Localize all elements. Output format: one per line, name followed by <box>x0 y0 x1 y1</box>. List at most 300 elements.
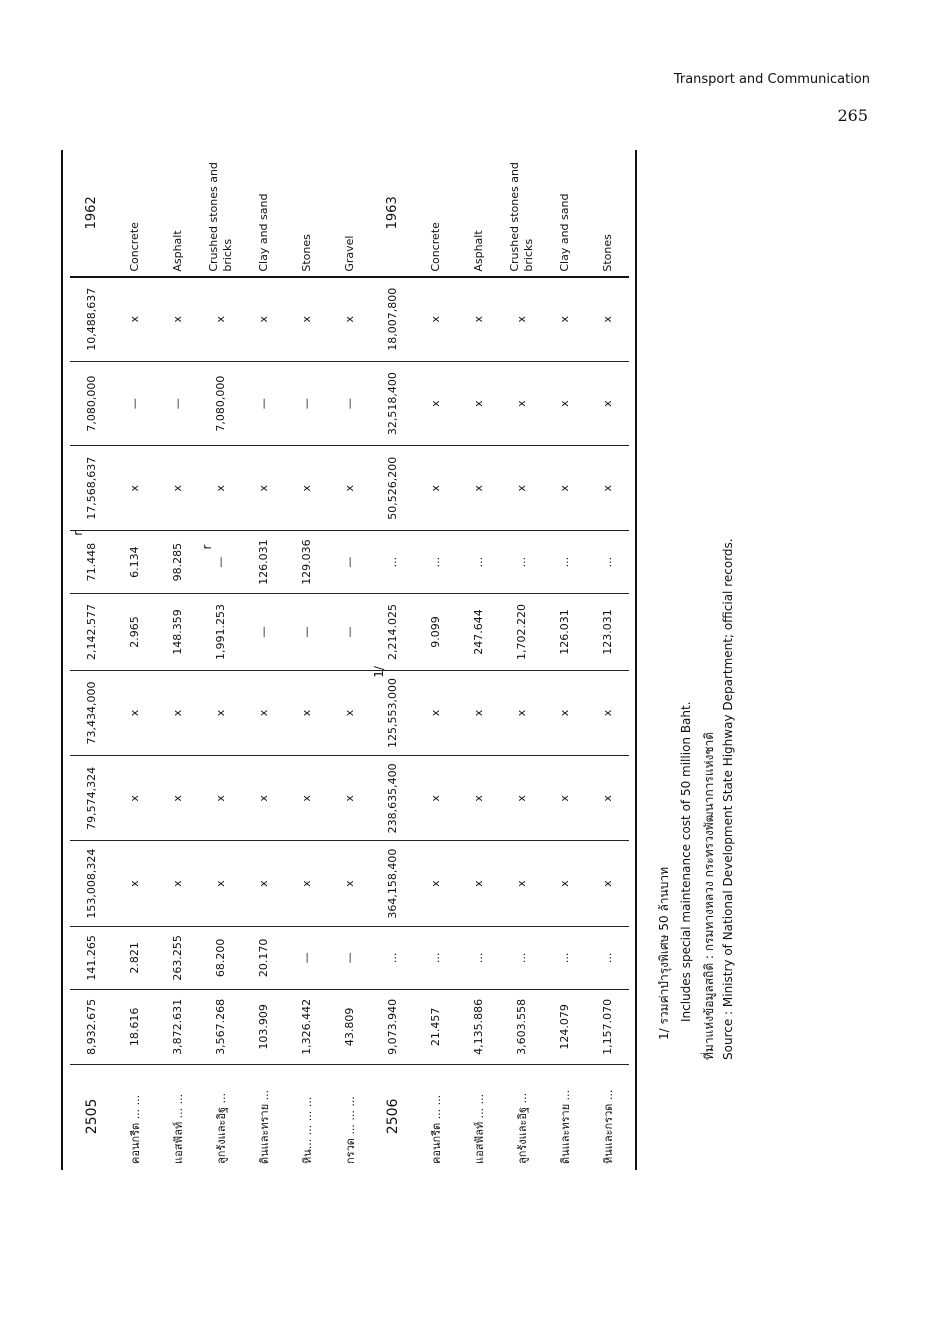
cell-value: 1,991.253 <box>214 604 227 660</box>
value-cell <box>328 361 371 446</box>
value-cell <box>285 594 328 671</box>
cell-value: 124.079 <box>558 1004 571 1050</box>
cell-value: x <box>558 485 571 492</box>
value-cell <box>543 446 586 531</box>
value-cell <box>371 594 414 671</box>
value-cell <box>371 926 414 989</box>
cell-value: ... <box>472 556 485 568</box>
cell-value: — <box>171 398 184 410</box>
cell-value: 1,157.070 <box>601 998 614 1055</box>
value-cell <box>242 531 285 594</box>
running-header: Transport and Communication <box>673 72 870 87</box>
value-cell <box>457 989 500 1064</box>
value-cell <box>543 361 586 446</box>
value-cell <box>500 841 543 926</box>
table-row <box>371 150 414 1170</box>
cell-value: x <box>257 485 270 492</box>
value-cell <box>199 361 242 446</box>
cell-value: 1,702.220 <box>515 604 528 660</box>
footnote-marker: 1/ <box>372 666 386 678</box>
value-cell <box>285 277 328 362</box>
cell-value: x <box>300 709 313 717</box>
row-label-thai: 2506 <box>384 1098 401 1135</box>
road-statistics-table <box>70 150 629 1170</box>
thai-label-cell <box>70 1064 113 1170</box>
cell-value: 123.031 <box>601 609 614 655</box>
value-cell <box>457 670 500 755</box>
value-cell <box>543 926 586 989</box>
cell-value: x <box>343 709 356 717</box>
cell-value: ... <box>386 952 399 964</box>
value-cell <box>328 594 371 671</box>
cell-value: x <box>128 709 141 717</box>
value-cell <box>328 670 371 755</box>
value-cell <box>113 670 156 755</box>
cell-value: x <box>343 315 356 323</box>
value-cell <box>457 594 500 671</box>
cell-value: x <box>343 485 356 492</box>
english-label-cell <box>543 150 586 277</box>
value-cell <box>285 670 328 755</box>
table-row <box>242 150 285 1170</box>
cell-value: 2,142.577 <box>85 604 98 660</box>
cell-value: 20.170 <box>257 938 270 978</box>
value-cell <box>414 989 457 1064</box>
row-label-english: Clay and sand <box>256 193 270 272</box>
cell-value: x <box>472 709 485 717</box>
thai-label-cell <box>113 1064 156 1170</box>
cell-value: x <box>601 709 614 717</box>
value-cell <box>285 926 328 989</box>
value-cell <box>113 277 156 362</box>
cell-value: 3,567.268 <box>214 998 227 1055</box>
value-cell <box>371 277 414 362</box>
cell-value: x <box>429 315 442 323</box>
cell-value: x <box>429 795 442 802</box>
value-cell <box>156 670 199 755</box>
value-cell <box>414 446 457 531</box>
value-cell <box>586 756 629 841</box>
cell-value: — <box>300 398 313 410</box>
cell-value: — <box>214 556 227 568</box>
row-label-thai: 2505 <box>83 1098 100 1135</box>
value-cell <box>70 594 113 671</box>
value-cell <box>543 670 586 755</box>
cell-value: x <box>300 795 313 802</box>
page-number: 265 <box>837 106 868 125</box>
value-cell <box>371 361 414 446</box>
value-cell <box>543 277 586 362</box>
cell-value: x <box>515 795 528 802</box>
cell-value: x <box>128 795 141 802</box>
cell-value: x <box>429 400 442 407</box>
value-cell <box>113 446 156 531</box>
cell-value: x <box>515 315 528 323</box>
value-cell <box>328 841 371 926</box>
table-row <box>285 150 328 1170</box>
cell-value: x <box>257 880 270 887</box>
cell-value: x <box>171 709 184 717</box>
value-cell <box>285 446 328 531</box>
value-cell <box>500 361 543 446</box>
thai-label-cell <box>371 1064 414 1170</box>
cell-value: 2.965 <box>128 616 141 648</box>
row-label-english: Stones <box>600 234 614 272</box>
value-cell <box>70 841 113 926</box>
cell-value: 79,574,324 <box>85 766 98 830</box>
cell-value: x <box>558 400 571 407</box>
value-cell <box>457 756 500 841</box>
value-cell <box>543 989 586 1064</box>
english-label-cell <box>371 150 414 277</box>
row-label-english: Gravel <box>342 235 356 272</box>
cell-value: 43.809 <box>343 1007 356 1047</box>
cell-value: x <box>558 315 571 323</box>
cell-value: x <box>257 315 270 323</box>
value-cell <box>113 756 156 841</box>
cell-value: ... <box>515 556 528 568</box>
row-label-english: Crushed stones and bricks <box>206 162 234 272</box>
cell-value: — <box>343 626 356 638</box>
cell-value: 263.255 <box>171 935 184 981</box>
row-label-thai: ลูกรังและอิฐ ... <box>515 1092 529 1164</box>
cell-value: 103.909 <box>257 1004 270 1050</box>
footnote-english: Includes special maintenance cost of 50 million Baht. <box>679 701 693 1022</box>
value-cell <box>242 841 285 926</box>
table-row <box>199 150 242 1170</box>
value-cell <box>543 531 586 594</box>
cell-value: — <box>257 626 270 638</box>
value-cell <box>156 926 199 989</box>
value-cell <box>113 361 156 446</box>
cell-value: x <box>472 485 485 492</box>
cell-value: 18,007,800 <box>386 287 399 351</box>
value-cell <box>500 277 543 362</box>
value-cell <box>500 670 543 755</box>
cell-value: 7,080,000 <box>214 375 227 432</box>
thai-label-cell <box>242 1064 285 1170</box>
english-label-cell <box>113 150 156 277</box>
cell-value: — <box>300 626 313 638</box>
value-cell <box>242 756 285 841</box>
cell-value: 9,073.940 <box>386 998 399 1055</box>
english-label-cell <box>156 150 199 277</box>
table-wrapper <box>70 150 629 1170</box>
row-label-thai: คอนกรีต ... ... <box>429 1094 443 1164</box>
value-cell <box>199 277 242 362</box>
value-cell <box>500 989 543 1064</box>
value-cell <box>70 989 113 1064</box>
cell-value: x <box>214 485 227 492</box>
value-cell <box>70 277 113 362</box>
row-label-thai: ดินและทราย ... <box>257 1089 271 1164</box>
english-label-cell <box>414 150 457 277</box>
value-cell <box>156 594 199 671</box>
value-cell <box>414 841 457 926</box>
value-cell <box>113 841 156 926</box>
source-thai: ที่มาแห่งข้อมูลสถิติ : กรมทางหลวง กระทรวงพัฒนาการแห่งชาติ <box>702 731 716 1060</box>
value-cell <box>500 926 543 989</box>
value-cell <box>371 989 414 1064</box>
cell-value: 2.821 <box>128 942 141 974</box>
cell-value: x <box>472 795 485 802</box>
cell-value: ... <box>601 556 614 568</box>
value-cell <box>242 594 285 671</box>
thai-label-cell <box>328 1064 371 1170</box>
value-cell <box>586 926 629 989</box>
value-cell <box>328 446 371 531</box>
value-cell <box>328 531 371 594</box>
cell-value: 7,080,000 <box>85 375 98 432</box>
cell-value: 141.265 <box>85 935 98 981</box>
value-cell <box>285 989 328 1064</box>
cell-value: x <box>214 795 227 802</box>
value-cell <box>70 756 113 841</box>
value-with-mark <box>71 530 98 582</box>
english-label-cell <box>500 150 543 277</box>
cell-value: 9.099 <box>429 616 442 648</box>
row-label-thai: แอสฟัลท์ ... ... <box>171 1093 185 1164</box>
footnote-thai: 1/ รวมค่าบำรุงพิเศษ 50 ล้านบาท <box>657 866 671 1040</box>
cell-value: 1,326.442 <box>300 998 313 1055</box>
value-cell <box>457 841 500 926</box>
value-cell <box>199 594 242 671</box>
value-cell <box>113 926 156 989</box>
value-cell <box>586 277 629 362</box>
cell-value: ... <box>429 952 442 964</box>
value-cell <box>457 926 500 989</box>
cell-value: ... <box>429 556 442 568</box>
cell-value: x <box>601 880 614 887</box>
value-cell <box>285 756 328 841</box>
table-row <box>586 150 629 1170</box>
cell-value: 32,518,400 <box>386 372 399 436</box>
value-cell <box>328 277 371 362</box>
value-cell <box>242 989 285 1064</box>
cell-value: ... <box>558 952 571 964</box>
value-cell <box>586 531 629 594</box>
cell-value: x <box>343 880 356 887</box>
revised-marker: r <box>200 544 214 550</box>
cell-value: x <box>558 709 571 717</box>
value-with-mark <box>200 544 227 568</box>
value-cell <box>371 841 414 926</box>
english-label-cell <box>199 150 242 277</box>
value-cell <box>199 756 242 841</box>
value-cell <box>586 446 629 531</box>
table-row <box>156 150 199 1170</box>
value-cell <box>371 446 414 531</box>
cell-value: x <box>214 315 227 323</box>
cell-value: x <box>300 315 313 323</box>
value-cell <box>70 531 113 594</box>
cell-value: ... <box>515 952 528 964</box>
value-cell <box>457 531 500 594</box>
cell-value: 126.031 <box>558 609 571 655</box>
cell-value: 238,635,400 <box>386 763 399 834</box>
value-cell <box>156 277 199 362</box>
cell-value: ... <box>472 952 485 964</box>
value-cell <box>242 926 285 989</box>
english-label-cell <box>586 150 629 277</box>
value-cell <box>500 531 543 594</box>
table-row <box>328 150 371 1170</box>
row-label-thai: แอสฟัลท์ ... ... <box>472 1093 486 1164</box>
cell-value: — <box>343 398 356 410</box>
cell-value: x <box>214 709 227 717</box>
value-cell <box>414 361 457 446</box>
cell-value: 50,526,200 <box>386 456 399 520</box>
table-row <box>543 150 586 1170</box>
cell-value: 247.644 <box>472 609 485 655</box>
value-cell <box>156 531 199 594</box>
value-cell <box>586 989 629 1064</box>
cell-value: ... <box>601 952 614 964</box>
thai-label-cell <box>285 1064 328 1170</box>
value-cell <box>414 531 457 594</box>
thai-label-cell <box>199 1064 242 1170</box>
thai-label-cell <box>156 1064 199 1170</box>
value-cell <box>371 756 414 841</box>
cell-value: 6.134 <box>128 546 141 578</box>
value-cell <box>586 670 629 755</box>
value-cell <box>457 277 500 362</box>
english-label-cell <box>457 150 500 277</box>
cell-value: ... <box>558 556 571 568</box>
value-cell <box>414 756 457 841</box>
cell-value: x <box>472 315 485 323</box>
value-cell <box>199 670 242 755</box>
cell-value: x <box>171 485 184 492</box>
cell-value: x <box>429 880 442 887</box>
value-cell <box>199 989 242 1064</box>
value-cell <box>199 446 242 531</box>
english-label-cell <box>285 150 328 277</box>
cell-value: x <box>515 880 528 887</box>
cell-value: 153,008,324 <box>85 848 98 919</box>
value-cell <box>543 594 586 671</box>
value-cell <box>457 446 500 531</box>
value-cell <box>328 756 371 841</box>
cell-value: ... <box>386 556 399 568</box>
value-cell <box>156 446 199 531</box>
value-cell <box>156 989 199 1064</box>
value-cell <box>414 594 457 671</box>
value-cell <box>371 666 414 755</box>
cell-value: 129.036 <box>300 539 313 585</box>
cell-value: x <box>601 400 614 407</box>
cell-value: x <box>171 795 184 802</box>
row-label-thai: กรวด ... ... ... <box>343 1096 357 1164</box>
row-label-thai: คอนกรีต ... ... <box>128 1094 142 1164</box>
cell-value: x <box>171 315 184 323</box>
value-cell <box>113 594 156 671</box>
row-label-english: Concrete <box>428 222 442 272</box>
cell-value: x <box>558 880 571 887</box>
cell-value: x <box>472 880 485 887</box>
table-row <box>70 150 113 1170</box>
thai-label-cell <box>457 1064 500 1170</box>
cell-value: x <box>429 485 442 492</box>
value-cell <box>199 841 242 926</box>
table-row <box>457 150 500 1170</box>
value-cell <box>414 926 457 989</box>
value-cell <box>199 926 242 989</box>
cell-value: — <box>257 398 270 410</box>
cell-value: — <box>128 398 141 410</box>
cell-value: 2,214.025 <box>386 604 399 660</box>
cell-value: x <box>515 709 528 717</box>
value-cell <box>156 841 199 926</box>
value-cell <box>414 670 457 755</box>
value-cell <box>371 531 414 594</box>
cell-value: x <box>343 795 356 802</box>
value-cell <box>113 989 156 1064</box>
cell-value: 17,568,637 <box>85 456 98 520</box>
row-label-english: Stones <box>299 234 313 272</box>
row-label-english: Clay and sand <box>557 193 571 272</box>
row-label-english: Asphalt <box>170 230 184 272</box>
value-cell <box>500 594 543 671</box>
row-label-english: Concrete <box>127 222 141 272</box>
value-cell <box>328 989 371 1064</box>
table-top-rule <box>61 150 63 1170</box>
row-label-thai: หินและกรวด ... <box>601 1089 615 1164</box>
row-label-english: Crushed stones and bricks <box>507 162 535 272</box>
value-cell <box>70 446 113 531</box>
rotated-table-block <box>70 150 637 1170</box>
row-label-english: 1962 <box>83 196 99 230</box>
source-english: Source : Ministry of National Development State Highway Department; official records. <box>721 538 735 1060</box>
value-cell <box>242 277 285 362</box>
cell-value: 148.359 <box>171 609 184 655</box>
table-row <box>113 150 156 1170</box>
cell-value: 73,434,000 <box>85 681 98 745</box>
cell-value: 68.200 <box>214 938 227 978</box>
cell-value: 126.031 <box>257 539 270 585</box>
cell-value: 10,488,637 <box>85 287 98 351</box>
cell-value: 71.448 <box>85 542 98 582</box>
value-with-mark <box>372 666 399 749</box>
cell-value: 3,603.558 <box>515 998 528 1055</box>
row-label-thai: ลูกรังและอิฐ ... <box>214 1092 228 1164</box>
thai-label-cell <box>586 1064 629 1170</box>
cell-value: 18.616 <box>128 1007 141 1047</box>
table-bottom-rule <box>635 150 637 1170</box>
cell-value: x <box>558 795 571 802</box>
value-cell <box>156 756 199 841</box>
value-cell <box>285 841 328 926</box>
cell-value: x <box>300 880 313 887</box>
value-cell <box>199 531 242 594</box>
value-cell <box>586 594 629 671</box>
cell-value: x <box>515 400 528 407</box>
value-cell <box>156 361 199 446</box>
row-label-english: Asphalt <box>471 230 485 272</box>
cell-value: x <box>257 709 270 717</box>
thai-label-cell <box>500 1064 543 1170</box>
value-cell <box>414 277 457 362</box>
value-cell <box>285 361 328 446</box>
cell-value: x <box>171 880 184 887</box>
thai-label-cell <box>543 1064 586 1170</box>
cell-value: x <box>601 795 614 802</box>
value-cell <box>457 361 500 446</box>
value-cell <box>70 926 113 989</box>
row-label-english: 1963 <box>384 196 400 230</box>
value-cell <box>543 841 586 926</box>
cell-value: 98.285 <box>171 542 184 582</box>
